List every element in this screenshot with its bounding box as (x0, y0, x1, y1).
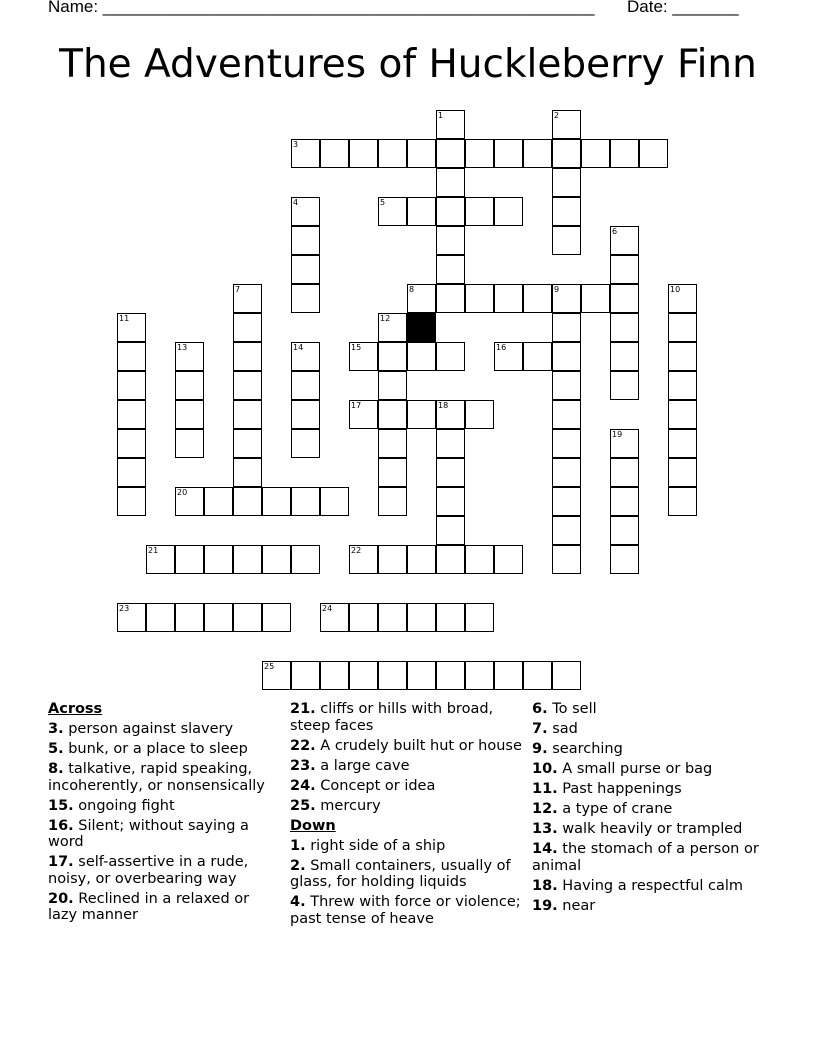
name-label: Name: ____________________________________________________ (48, 0, 595, 16)
clue-down-19 (532, 898, 772, 915)
clue-number: 12. (532, 801, 558, 817)
clue-text: sad (547, 721, 578, 737)
grid-cell[interactable] (320, 603, 349, 632)
grid-cell[interactable] (668, 342, 697, 371)
clue-down-18 (532, 878, 772, 895)
clue-text: Threw with force or violence; past tense of heave (290, 894, 521, 927)
clue-column-2 (290, 701, 524, 931)
clue-column-1 (48, 701, 280, 927)
grid-cell[interactable] (117, 342, 146, 371)
clue-number: 6. (532, 701, 548, 717)
clue-text: talkative, rapid speaking, incoherently, or nonsensically (48, 761, 265, 794)
clue-across-8 (48, 761, 280, 794)
grid-cell[interactable] (436, 197, 465, 226)
grid-cell[interactable] (436, 603, 465, 632)
grid-cell[interactable] (233, 458, 262, 487)
clue-number-label: 14 (293, 343, 304, 352)
grid-cell[interactable] (436, 284, 465, 313)
clue-number-label: 3 (293, 140, 299, 149)
grid-cell[interactable] (610, 226, 639, 255)
grid-cell[interactable] (523, 342, 552, 371)
clue-number: 18. (532, 877, 558, 894)
grid-cell[interactable] (523, 139, 552, 168)
grid-cell[interactable] (175, 429, 204, 458)
grid-cell[interactable] (610, 458, 639, 487)
clue-text: right side of a ship (305, 837, 446, 854)
grid-cell[interactable] (436, 255, 465, 284)
grid-cell[interactable] (494, 139, 523, 168)
grid-cell[interactable] (610, 545, 639, 574)
grid-cell[interactable] (117, 603, 146, 632)
grid-cell[interactable] (233, 429, 262, 458)
grid-cell[interactable] (465, 284, 494, 313)
grid-cell[interactable] (523, 284, 552, 313)
grid-cell[interactable] (552, 661, 581, 690)
grid-cell[interactable] (233, 284, 262, 313)
clue-number: 8. (48, 761, 64, 777)
grid-cell[interactable] (552, 458, 581, 487)
clue-number-label: 1 (438, 111, 444, 120)
clue-number-label: 5 (380, 198, 386, 207)
clue-number: 17. (48, 854, 74, 870)
grid-cell[interactable] (436, 545, 465, 574)
grid-cell[interactable] (117, 371, 146, 400)
grid-cell[interactable] (262, 545, 291, 574)
grid-cell[interactable] (407, 139, 436, 168)
grid-cell[interactable] (320, 139, 349, 168)
grid-cell[interactable] (291, 371, 320, 400)
grid-cell[interactable] (349, 603, 378, 632)
clue-number-label: 12 (380, 314, 391, 323)
grid-cell[interactable] (436, 429, 465, 458)
clue-number: 9. (532, 741, 548, 757)
grid-cell[interactable] (436, 139, 465, 168)
clue-down-11 (532, 781, 772, 798)
clue-down-9 (532, 741, 772, 758)
grid-cell[interactable] (581, 139, 610, 168)
grid-cell[interactable] (552, 516, 581, 545)
clue-number-label: 17 (351, 401, 362, 410)
grid-cell[interactable] (465, 139, 494, 168)
clue-number: 4. (290, 894, 306, 910)
grid-cell[interactable] (523, 661, 552, 690)
grid-cell[interactable] (407, 284, 436, 313)
grid-cell[interactable] (378, 545, 407, 574)
grid-cell[interactable] (610, 255, 639, 284)
clue-number: 21. (290, 701, 316, 717)
grid-cell[interactable] (175, 371, 204, 400)
clue-number-label: 11 (119, 314, 130, 323)
grid-cell[interactable] (204, 603, 233, 632)
clue-across-24 (290, 778, 524, 795)
grid-cell[interactable] (436, 458, 465, 487)
grid-cell[interactable] (233, 400, 262, 429)
clue-text: cliffs or hills with broad, steep faces (290, 701, 494, 734)
clue-number-label: 9 (554, 285, 560, 294)
grid-cell[interactable] (436, 661, 465, 690)
clue-number-label: 22 (351, 546, 362, 555)
grid-cell[interactable] (436, 342, 465, 371)
grid-cell[interactable] (117, 400, 146, 429)
clue-number-label: 2 (554, 111, 560, 120)
clue-number: 20. (48, 890, 74, 907)
clue-across-3 (48, 721, 280, 738)
grid-cell[interactable] (407, 197, 436, 226)
clue-number-label: 8 (409, 285, 415, 294)
grid-cell[interactable] (436, 516, 465, 545)
grid-cell[interactable] (175, 400, 204, 429)
grid-cell[interactable] (175, 545, 204, 574)
down-heading: Down (290, 817, 336, 834)
grid-cell[interactable] (436, 487, 465, 516)
clue-text: ongoing fight (73, 797, 175, 814)
clue-across-20 (48, 891, 280, 924)
clue-down-12 (532, 801, 772, 818)
grid-cell[interactable] (639, 139, 668, 168)
grid-cell[interactable] (233, 313, 262, 342)
clue-down-2 (290, 858, 524, 891)
grid-cell[interactable] (378, 458, 407, 487)
clue-down-6 (532, 701, 772, 718)
grid-cell[interactable] (552, 110, 581, 139)
grid-cell[interactable] (494, 284, 523, 313)
grid-cell[interactable] (349, 400, 378, 429)
clue-number-label: 18 (438, 401, 449, 410)
clue-down-1 (290, 838, 524, 855)
grid-cell[interactable] (349, 545, 378, 574)
clue-number-label: 10 (670, 285, 681, 294)
grid-cell[interactable] (610, 284, 639, 313)
grid-cell[interactable] (581, 284, 610, 313)
grid-cell[interactable] (320, 661, 349, 690)
grid-cell[interactable] (204, 545, 233, 574)
grid-cell[interactable] (378, 313, 407, 342)
grid-cell[interactable] (552, 487, 581, 516)
grid-cell[interactable] (552, 139, 581, 168)
grid-cell[interactable] (117, 487, 146, 516)
grid-cell[interactable] (465, 661, 494, 690)
clue-number: 25. (290, 797, 316, 814)
clue-number-label: 16 (496, 343, 507, 352)
clue-down-14 (532, 841, 772, 874)
clue-number-label: 19 (612, 430, 623, 439)
grid-cell[interactable] (668, 400, 697, 429)
clue-number: 16. (48, 817, 74, 834)
grid-cell[interactable] (668, 371, 697, 400)
grid-cell[interactable] (117, 429, 146, 458)
grid-cell[interactable] (610, 371, 639, 400)
grid-cell[interactable] (175, 603, 204, 632)
clue-number: 13. (532, 821, 558, 837)
grid-cell[interactable] (465, 545, 494, 574)
clue-across-15 (48, 798, 280, 815)
clue-down-4 (290, 894, 524, 927)
grid-cell[interactable] (552, 284, 581, 313)
page-title: The Adventures of Huckleberry Finn (59, 42, 757, 87)
clue-text: To sell (547, 701, 597, 717)
clue-number-label: 7 (235, 285, 241, 294)
grid-cell[interactable] (552, 545, 581, 574)
black-cell (407, 313, 436, 342)
grid-cell[interactable] (233, 487, 262, 516)
clue-text: A small purse or bag (557, 761, 713, 777)
grid-cell[interactable] (291, 197, 320, 226)
grid-cell[interactable] (552, 400, 581, 429)
grid-cell[interactable] (610, 429, 639, 458)
grid-cell[interactable] (262, 603, 291, 632)
clue-number: 19. (532, 897, 558, 914)
grid-cell[interactable] (233, 371, 262, 400)
grid-cell[interactable] (378, 197, 407, 226)
clue-column-3 (532, 701, 772, 918)
grid-cell[interactable] (407, 342, 436, 371)
grid-cell[interactable] (378, 139, 407, 168)
grid-cell[interactable] (378, 603, 407, 632)
clue-number-label: 24 (322, 604, 333, 613)
grid-cell[interactable] (117, 458, 146, 487)
grid-cell[interactable] (610, 139, 639, 168)
clue-number: 14. (532, 841, 558, 857)
clue-across-16 (48, 818, 280, 851)
clue-down-13 (532, 821, 772, 838)
clue-across-17 (48, 854, 280, 887)
grid-cell[interactable] (494, 197, 523, 226)
grid-cell[interactable] (378, 371, 407, 400)
grid-cell[interactable] (291, 342, 320, 371)
grid-cell[interactable] (494, 661, 523, 690)
grid-cell[interactable] (436, 400, 465, 429)
grid-cell[interactable] (378, 342, 407, 371)
clue-text: a large cave (315, 757, 410, 774)
grid-cell[interactable] (668, 284, 697, 313)
grid-cell[interactable] (146, 603, 175, 632)
clue-across-22 (290, 738, 524, 755)
clue-text: A crudely built hut or house (315, 737, 522, 754)
grid-cell[interactable] (668, 487, 697, 516)
clue-text: Reclined in a relaxed or lazy manner (48, 890, 250, 923)
clue-across-5 (48, 741, 280, 758)
grid-cell[interactable] (291, 487, 320, 516)
grid-cell[interactable] (407, 603, 436, 632)
clue-text: a type of crane (557, 801, 673, 817)
grid-cell[interactable] (407, 400, 436, 429)
date-label: Date: _______ (627, 0, 739, 16)
clue-across-25 (290, 798, 524, 815)
grid-cell[interactable] (668, 313, 697, 342)
grid-cell[interactable] (465, 603, 494, 632)
grid-cell[interactable] (291, 400, 320, 429)
clue-number-label: 4 (293, 198, 299, 207)
grid-cell[interactable] (610, 342, 639, 371)
clue-text: walk heavily or trampled (557, 821, 743, 837)
clue-text: searching (547, 741, 623, 757)
grid-cell[interactable] (349, 661, 378, 690)
clue-down-10 (532, 761, 772, 778)
grid-cell[interactable] (552, 168, 581, 197)
grid-cell[interactable] (436, 168, 465, 197)
clue-number: 11. (532, 781, 558, 797)
grid-cell[interactable] (349, 139, 378, 168)
clue-number-label: 20 (177, 488, 188, 497)
grid-cell[interactable] (320, 487, 349, 516)
grid-cell[interactable] (610, 487, 639, 516)
clue-number: 23. (290, 757, 316, 774)
grid-cell[interactable] (291, 139, 320, 168)
grid-cell[interactable] (291, 661, 320, 690)
clue-text: Small containers, usually of glass, for holding liquids (290, 857, 511, 890)
clue-down-7 (532, 721, 772, 738)
clue-text: bunk, or a place to sleep (63, 741, 248, 757)
clue-number: 24. (290, 777, 316, 794)
clue-text: self-assertive in a rude, noisy, or overbearing way (48, 854, 249, 887)
clue-text: Having a respectful calm (557, 877, 744, 894)
clue-number-label: 21 (148, 546, 159, 555)
grid-cell[interactable] (233, 603, 262, 632)
clue-number: 3. (48, 721, 64, 737)
clue-number: 7. (532, 721, 548, 737)
grid-cell[interactable] (291, 545, 320, 574)
grid-cell[interactable] (494, 545, 523, 574)
grid-cell[interactable] (552, 342, 581, 371)
grid-cell[interactable] (436, 110, 465, 139)
grid-cell[interactable] (436, 226, 465, 255)
clue-number-label: 25 (264, 662, 275, 671)
clue-number: 22. (290, 737, 316, 754)
across-heading: Across (48, 701, 103, 717)
grid-cell[interactable] (175, 342, 204, 371)
grid-cell[interactable] (146, 545, 175, 574)
grid-cell[interactable] (465, 197, 494, 226)
grid-cell[interactable] (552, 313, 581, 342)
clue-number: 10. (532, 761, 558, 777)
grid-cell[interactable] (668, 429, 697, 458)
grid-cell[interactable] (552, 197, 581, 226)
grid-cell[interactable] (291, 255, 320, 284)
clue-across-23 (290, 758, 524, 775)
clue-text: Silent; without saying a word (48, 817, 249, 850)
grid-cell[interactable] (291, 284, 320, 313)
grid-cell[interactable] (378, 429, 407, 458)
clue-number: 5. (48, 741, 64, 757)
grid-cell[interactable] (291, 226, 320, 255)
clue-across-21 (290, 701, 524, 734)
grid-cell[interactable] (494, 342, 523, 371)
grid-cell[interactable] (610, 313, 639, 342)
clue-number: 1. (290, 837, 306, 854)
grid-cell[interactable] (233, 545, 262, 574)
grid-cell[interactable] (378, 661, 407, 690)
grid-cell[interactable] (262, 661, 291, 690)
grid-cell[interactable] (117, 313, 146, 342)
grid-cell[interactable] (610, 516, 639, 545)
grid-cell[interactable] (465, 400, 494, 429)
grid-cell[interactable] (175, 487, 204, 516)
clue-text: near (557, 897, 596, 914)
clue-number-label: 6 (612, 227, 618, 236)
clue-text: mercury (315, 797, 381, 814)
clue-number-label: 15 (351, 343, 362, 352)
clue-number: 15. (48, 797, 74, 814)
grid-cell[interactable] (378, 400, 407, 429)
grid-cell[interactable] (349, 342, 378, 371)
clue-text: Concept or idea (315, 777, 436, 794)
grid-cell[interactable] (204, 487, 233, 516)
clue-number-label: 13 (177, 343, 188, 352)
grid-cell[interactable] (291, 429, 320, 458)
grid-cell[interactable] (668, 458, 697, 487)
grid-cell[interactable] (407, 545, 436, 574)
grid-cell[interactable] (552, 429, 581, 458)
grid-cell[interactable] (233, 342, 262, 371)
grid-cell[interactable] (552, 371, 581, 400)
clue-number: 2. (290, 857, 306, 874)
clue-number-label: 23 (119, 604, 130, 613)
grid-cell[interactable] (552, 226, 581, 255)
clue-text: Past happenings (557, 781, 682, 797)
grid-cell[interactable] (262, 487, 291, 516)
clue-text: person against slavery (63, 721, 234, 737)
grid-cell[interactable] (378, 487, 407, 516)
grid-cell[interactable] (407, 661, 436, 690)
clue-text: the stomach of a person or animal (532, 841, 759, 874)
